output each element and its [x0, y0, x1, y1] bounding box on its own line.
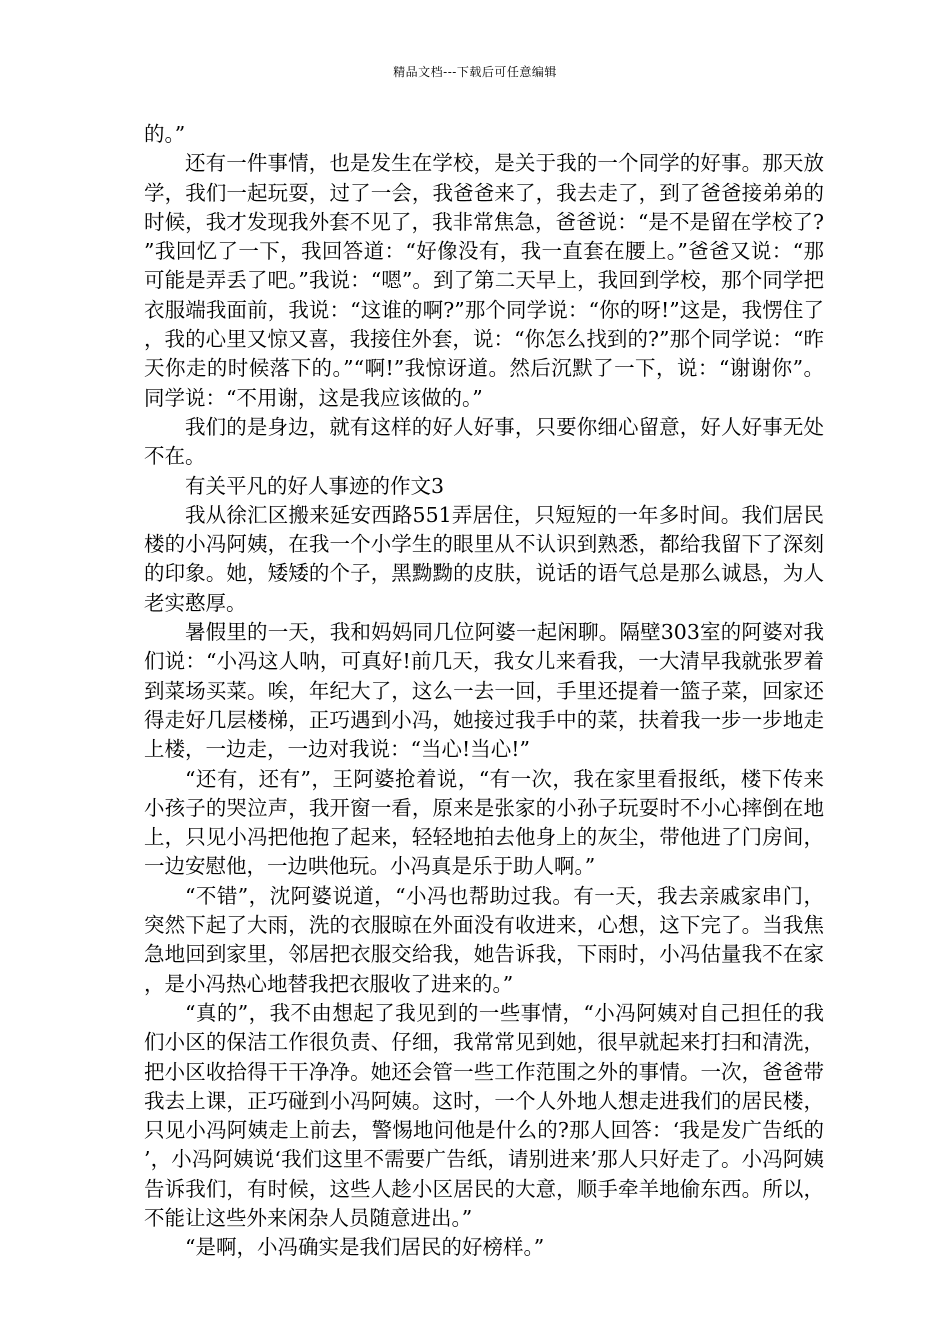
paragraph-9: “真的”，我不由想起了我见到的一些事情，“小冯阿姨对自己担任的我们小区的保洁工作很负责、仔细，我常常见到她，很早就起来打扫和清洗，把小区收拾得干干净净。她还会管一些工作范围之外的事情。一次，爸爸带我去上课，正巧碰到小冯阿姨。这时，一个人外地人想走进我们的居民楼，只见小冯阿姨走上前去，警惕地问他是什么的?那人回答：‘我是发广告纸的’，小冯阿姨说‘我们这里不需要广告纸，请别进来’那人只好走了。小冯阿姨告诉我们，有时候，这些人趁小区居民的大意，顺手牵羊地偷东西。所以，不能让这些外来闲杂人员随意进出。”	[144, 1000, 824, 1230]
paragraph-8: “不错”，沈阿婆说道，“小冯也帮助过我。有一天，我去亲戚家串门，突然下起了大雨，洗的衣服晾在外面没有收进来，心想，这下完了。当我焦急地回到家里，邻居把衣服交给我，她告诉我，下雨时，小冯估量我不在家，是小冯热心地替我把衣服收了进来的。”	[144, 883, 824, 996]
paragraph-5: 我从徐汇区搬来延安西路551弄居住，只短短的一年多时间。我们居民楼的小冯阿姨，在我一个小学生的眼里从不认识到熟悉，都给我留下了深刻的印象。她，矮矮的个子，黑黝黝的皮肤，说话的语气总是那么诚恳，为人老实憨厚。	[144, 502, 824, 615]
document-body	[144, 120, 824, 1263]
paragraph-3: 我们的是身边，就有这样的好人好事，只要你细心留意，好人好事无处不在。	[144, 414, 824, 469]
paragraph-2: 还有一件事情，也是发生在学校，是关于我的一个同学的好事。那天放学，我们一起玩耍，过了一会，我爸爸来了，我去走了，到了爸爸接弟弟的时候，我才发现我外套不见了，我非常焦急，爸爸说：“是不是留在学校了?”我回忆了一下，我回答道：“好像没有，我一直套在腰上。”爸爸又说：“那可能是弄丢了吧。”我说：“嗯”。到了第二天早上，我回到学校，那个同学把衣服端我面前，我说：“这谁的啊?”那个同学说：“你的呀!”这是，我愣住了，我的心里又惊又喜，我接住外套，说：“你怎么找到的?”那个同学说：“昨天你走的时候落下的。”“啊!”我惊讶道。然后沉默了一下，说：“谢谢你”。同学说：“不用谢，这是我应该做的。”	[144, 151, 824, 410]
paragraph-10: “是啊，小冯确实是我们居民的好榜样。”	[185, 1235, 545, 1260]
section-heading: 有关平凡的好人事迹的作文3	[185, 473, 445, 498]
paragraph-1: 的。”	[144, 122, 186, 146]
paragraph-7: “还有，还有”，王阿婆抢着说，“有一次，我在家里看报纸，楼下传来小孩子的哭泣声，我开窗一看，原来是张家的小孙子玩耍时不小心摔倒在地上，只见小冯把他抱了起来，轻轻地拍去他身上的灰尘，带他进了门房间，一边安慰他，一边哄他玩。小冯真是乐于助人啊。”	[144, 766, 824, 879]
paragraph-6: 暑假里的一天，我和妈妈同几位阿婆一起闲聊。隔壁303室的阿婆对我们说：“小冯这人呐，可真好!前几天，我女儿来看我，一大清早我就张罗着到菜场买菜。唉，年纪大了，这么一去一回，手里还提着一篮子菜，回家还得走好几层楼梯，正巧遇到小冯，她接过我手中的菜，扶着我一步一步地走上楼，一边走，一边对我说：“当心!当心!”	[144, 620, 824, 762]
page-header: 精品文档---下载后可任意编辑	[393, 65, 557, 79]
